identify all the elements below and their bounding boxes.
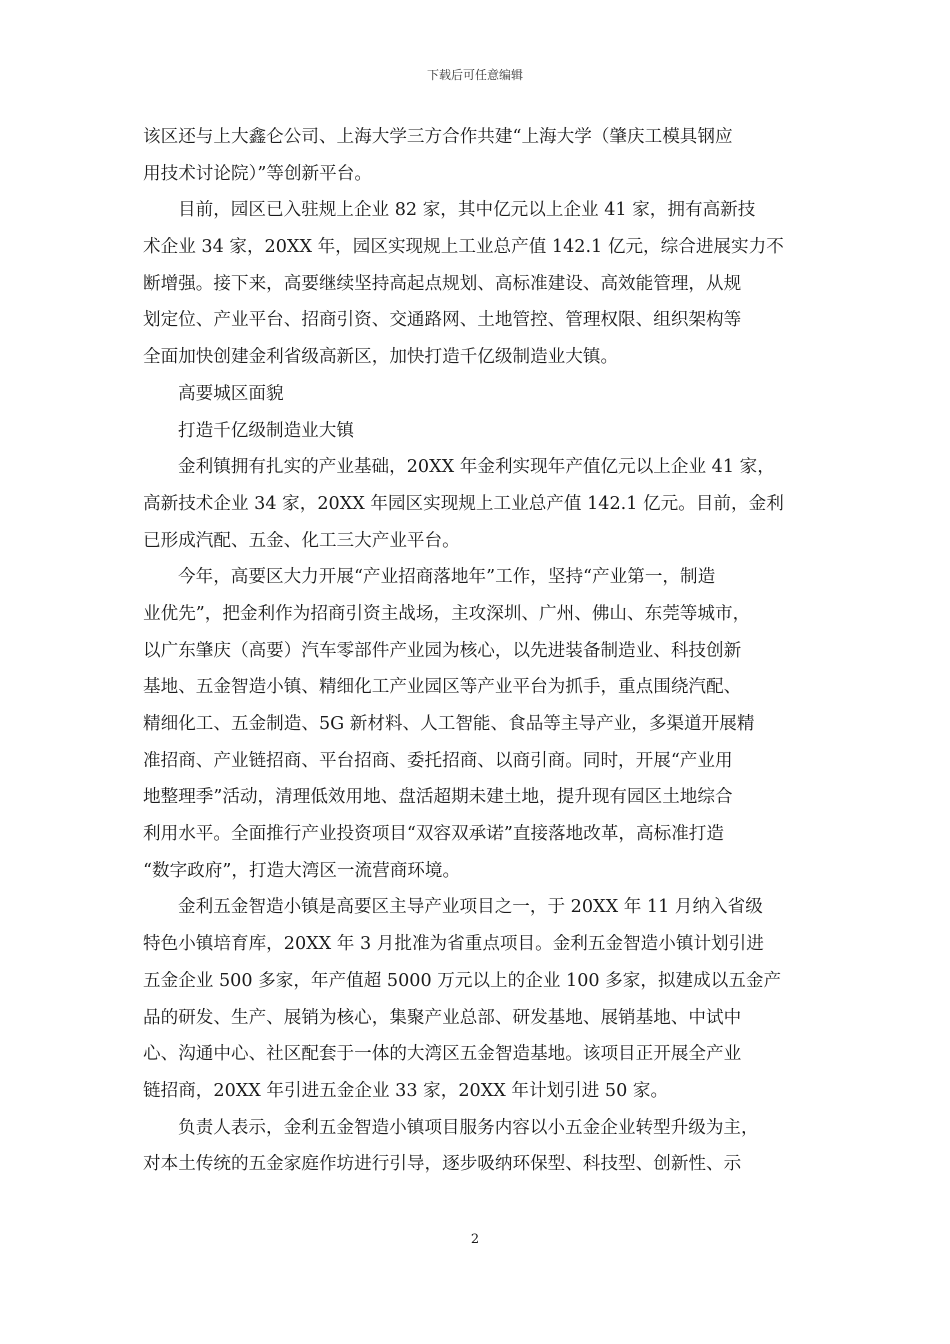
text-line: 全面加快创建金利省级高新区，加快打造千亿级制造业大镇。 <box>143 347 619 368</box>
text-line: 基地、五金智造小镇、精细化工产业园区等产业平台为抓手，重点围绕汽配、 <box>143 677 742 698</box>
page-header-note: 下载后可任意编辑 <box>426 68 523 82</box>
text-line: 术企业 34 家，20XX 年，园区实现规上工业总产值 142.1 亿元，综合进展实力不 <box>143 237 784 258</box>
text-line: 准招商、产业链招商、平台招商、委托招商、以商引商。同时，开展“产业用 <box>143 750 733 771</box>
text-line: 目前，园区已入驻规上企业 82 家，其中亿元以上企业 41 家，拥有高新技 <box>178 200 756 221</box>
text-line: 五金企业 500 多家，年产值超 5000 万元以上的企业 100 多家，拟建成以五金产 <box>143 970 782 991</box>
text-line: 高新技术企业 34 家，20XX 年园区实现规上工业总产值 142.1 亿元。目前，金利 <box>143 493 784 514</box>
text-line: 高要城区面貌 <box>178 383 284 404</box>
text-line: 金利镇拥有扎实的产业基础，20XX 年金利实现年产值亿元以上企业 41 家， <box>178 457 775 478</box>
text-line: 利用水平。全面推行产业投资项目“双容双承诺”直接落地改革，高标准打造 <box>143 824 724 845</box>
text-line: 心、沟通中心、社区配套于一体的大湾区五金智造基地。该项目正开展全产业 <box>143 1044 742 1065</box>
text-line: 打造千亿级制造业大镇 <box>178 420 354 441</box>
text-line: 特色小镇培育库，20XX 年 3 月批准为省重点项目。金利五金智造小镇计划引进 <box>143 934 764 955</box>
text-line: 划定位、产业平台、招商引资、交通路网、土地管控、管理权限、组织架构等 <box>143 310 742 331</box>
text-line: 以广东肇庆（高要）汽车零部件产业园为核心，以先进装备制造业、科技创新 <box>143 640 742 661</box>
text-line: 链招商，20XX 年引进五金企业 33 家，20XX 年计划引进 50 家。 <box>143 1080 669 1101</box>
text-line: 金利五金智造小镇是高要区主导产业项目之一，于 20XX 年 11 月纳入省级 <box>178 897 763 918</box>
page-number: 2 <box>470 1232 480 1247</box>
text-line: 该区还与上大鑫仑公司、上海大学三方合作共建“上海大学（肇庆工模具钢应 <box>143 127 733 147</box>
text-line: 精细化工、五金制造、5G 新材料、人工智能、食品等主导产业，多渠道开展精 <box>143 714 755 734</box>
text-line: 品的研发、生产、展销为核心，集聚产业总部、研发基地、展销基地、中试中 <box>143 1007 742 1028</box>
text-line: 已形成汽配、五金、化工三大产业平台。 <box>143 530 460 551</box>
text-line: 断增强。接下来，高要继续坚持高起点规划、高标准建设、高效能管理，从规 <box>143 273 742 294</box>
document-body <box>143 119 813 1183</box>
text-line: 业优先”，把金利作为招商引资主战场，主攻深圳、广州、佛山、东莞等城市， <box>143 603 751 624</box>
text-line: 对本土传统的五金家庭作坊进行引导，逐步吸纳环保型、科技型、创新性、示 <box>143 1154 742 1175</box>
text-line: 负责人表示，金利五金智造小镇项目服务内容以小五金企业转型升级为主， <box>178 1117 759 1138</box>
text-line: 今年，高要区大力开展“产业招商落地年”工作，坚持“产业第一，制造 <box>178 567 716 588</box>
text-line: 地整理季”活动，清理低效用地、盘活超期未建土地，提升现有园区土地综合 <box>143 787 733 808</box>
text-line: 用技术讨论院）”等创新平台。 <box>143 163 372 184</box>
text-line: “数字政府”，打造大湾区一流营商环境。 <box>143 860 461 881</box>
